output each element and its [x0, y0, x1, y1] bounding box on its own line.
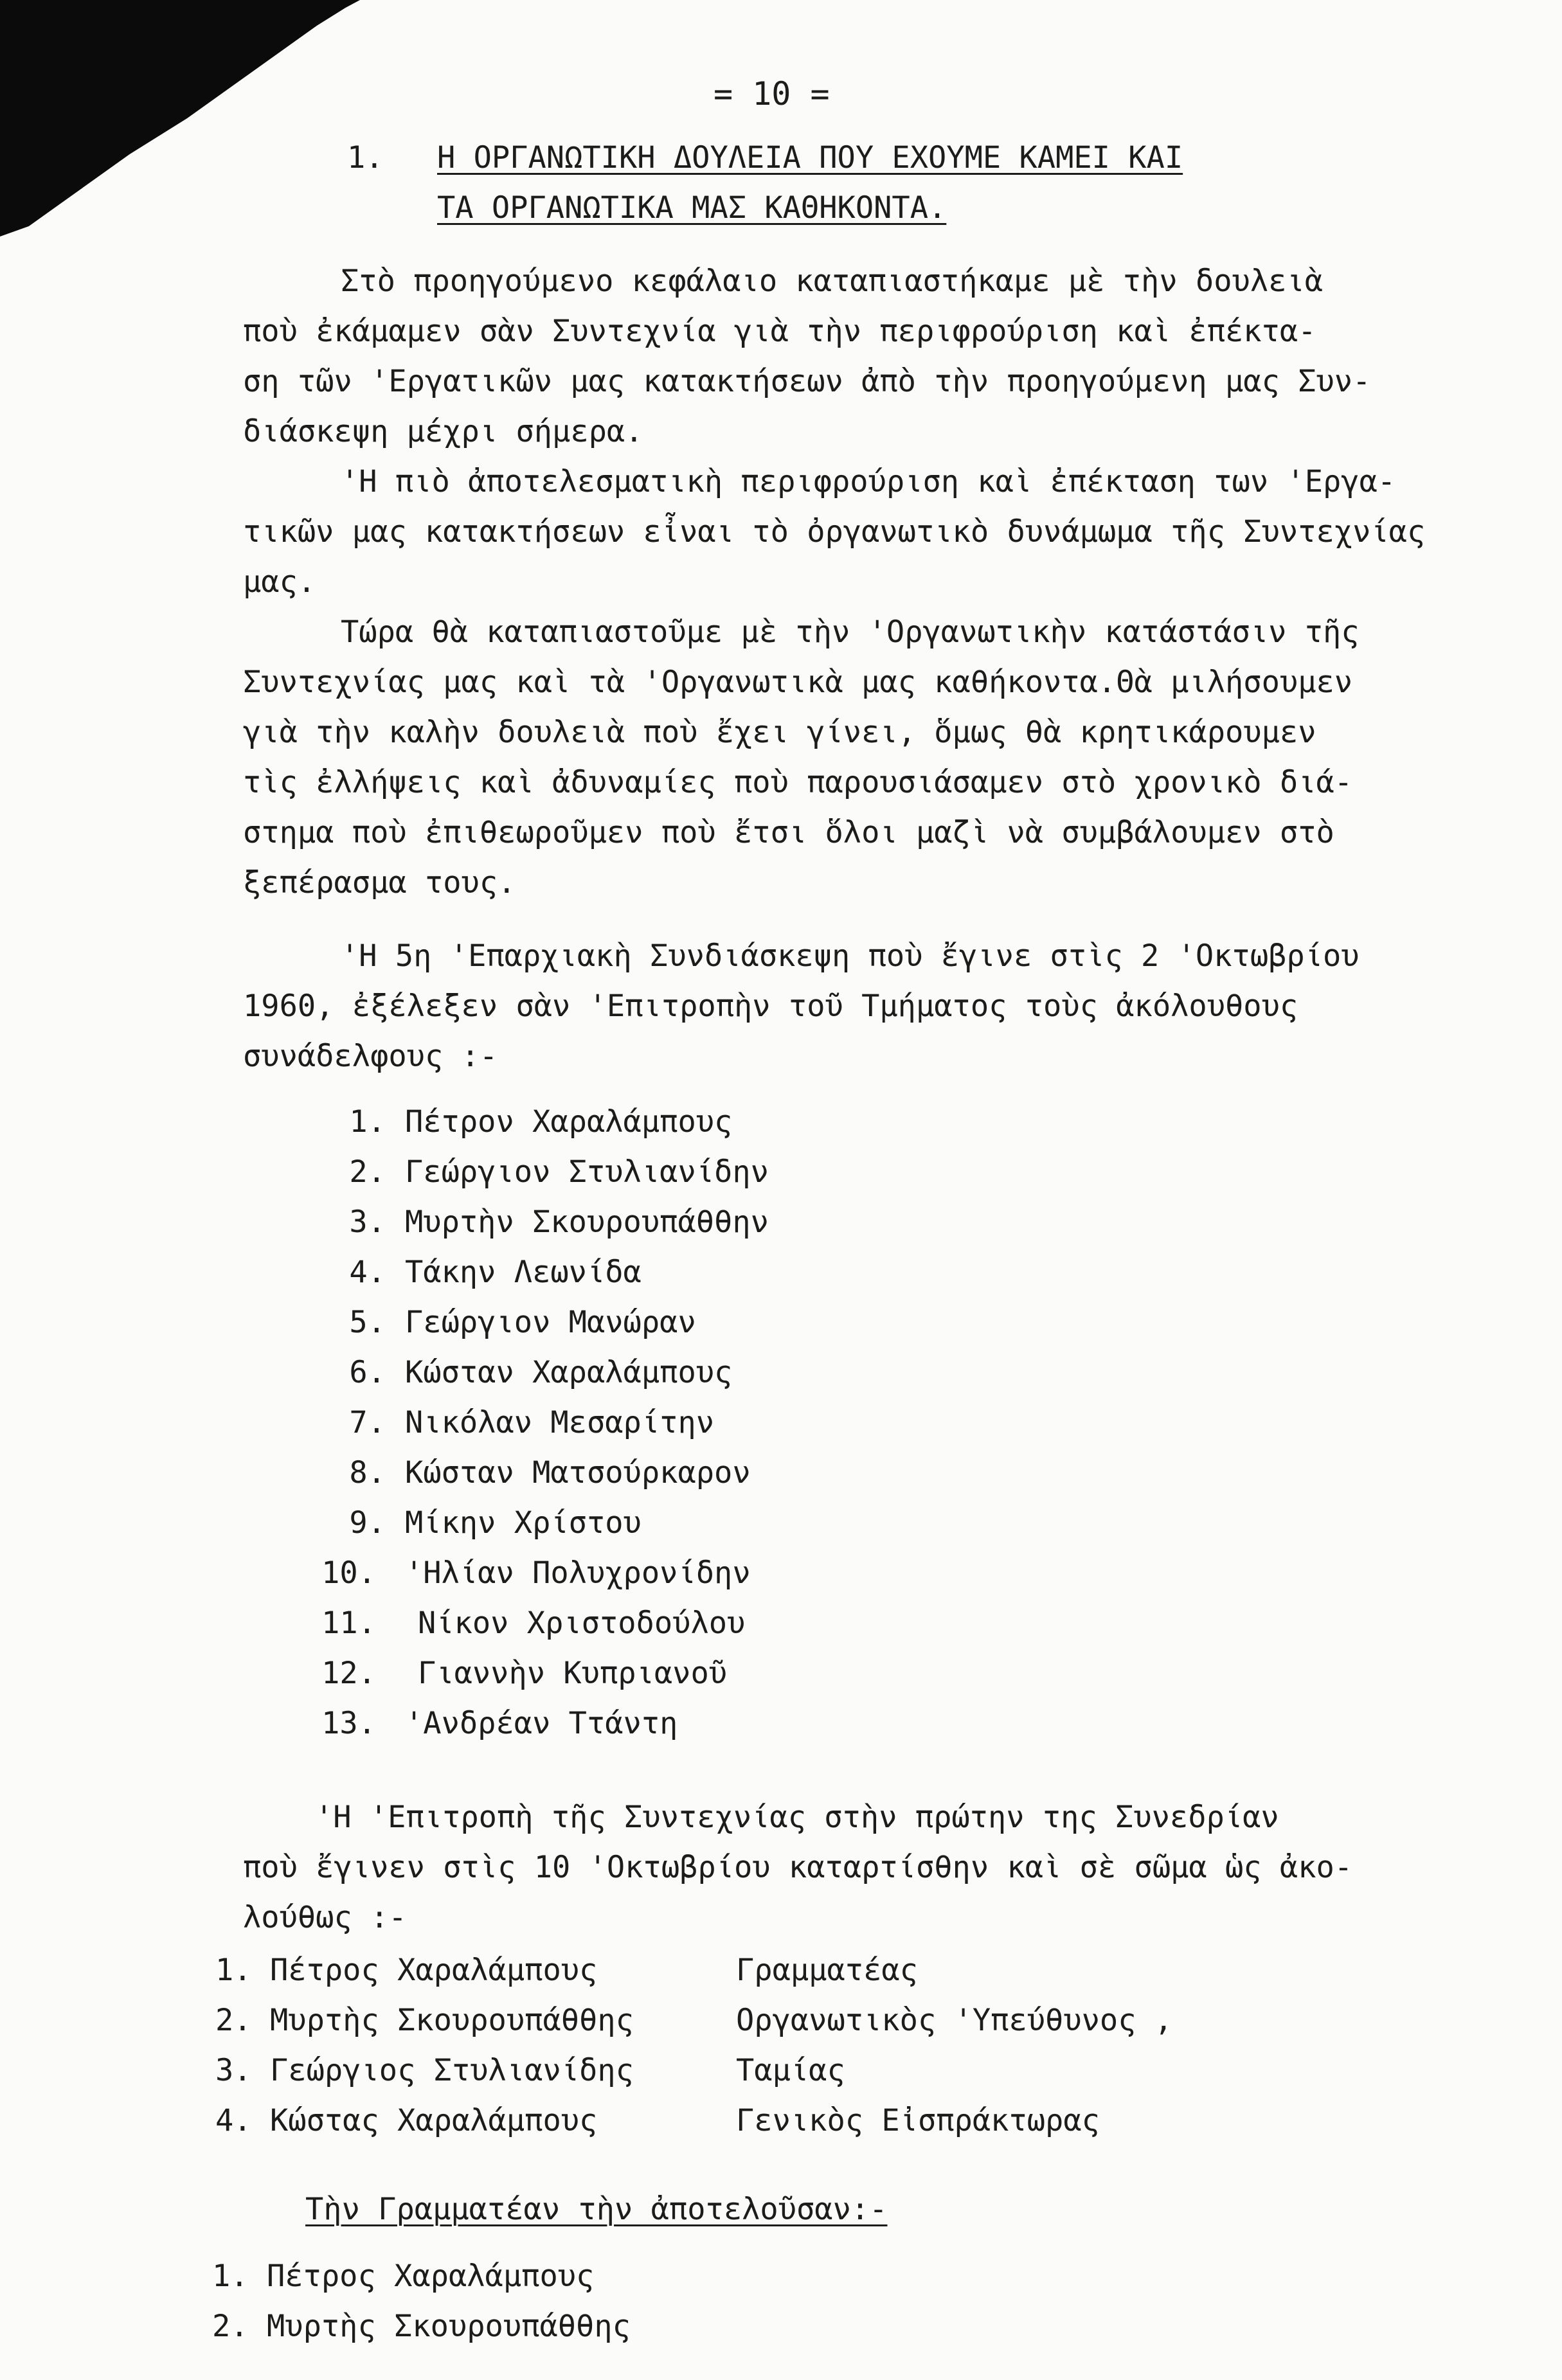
- item-number: 10.: [321, 1555, 376, 1591]
- member-name: Τάκην Λεωνίδα: [405, 1255, 642, 1290]
- officer-name: Γεώργιος Στυλιανίδης: [270, 2053, 634, 2088]
- scan-corner-shadow: [0, 0, 360, 257]
- paragraph-4-line: 1960, ἐξέλεξεν σὰν 'Επιτροπὴν τοῦ Τμήματος τοὺς ἀκόλουθους: [243, 989, 1298, 1024]
- officer-name: Πέτρος Χαραλάμπους: [270, 1953, 598, 1988]
- item-number: 1.: [349, 1104, 386, 1140]
- item-number: 2.: [215, 2003, 252, 2038]
- paragraph-3-line: Συντεχνίας μας καὶ τὰ 'Οργανωτικὰ μας καθήκοντα.Θὰ μιλήσουμεν: [243, 665, 1353, 700]
- item-number: 3.: [215, 2053, 252, 2088]
- item-number: 1.: [215, 1953, 252, 1988]
- item-number: 2.: [349, 1154, 386, 1190]
- paragraph-3-line: στημα ποὺ ἐπιθεωροῦμεν ποὺ ἔτσι ὅλοι μαζὶ νὰ συμβάλουμεν στὸ: [243, 815, 1334, 850]
- member-name: Γεώργιον Μανώραν: [405, 1305, 696, 1340]
- member-name: 'Ηλίαν Πολυχρονίδην: [405, 1555, 751, 1591]
- section-title-line-1: Η ΟΡΓΑΝΩΤΙΚΗ ΔΟΥΛΕΙΑ ΠΟΥ ΕΧΟΥΜΕ ΚΑΜΕΙ ΚΑΙ: [437, 140, 1183, 175]
- paragraph-5-line: λούθως :-: [243, 1900, 407, 1935]
- secretariat-member-name: Μυρτὴς Σκουρουπάθθης: [267, 2309, 631, 2344]
- item-number: 3.: [349, 1204, 386, 1240]
- item-number: 5.: [349, 1305, 386, 1340]
- paragraph-5-line: 'Η 'Επιτροπὴ τῆς Συντεχνίας στὴν πρώτην της Συνεδρίαν: [315, 1800, 1279, 1835]
- member-name: Γεώργιον Στυλιανίδην: [405, 1154, 769, 1190]
- item-number: 13.: [321, 1706, 376, 1741]
- member-name: Κώσταν Χαραλάμπους: [405, 1355, 733, 1390]
- officer-role: Ταμίας: [736, 2053, 845, 2088]
- paragraph-3-line: ξεπέρασμα τους.: [243, 865, 516, 900]
- member-name: Πέτρον Χαραλάμπους: [405, 1104, 733, 1140]
- paragraph-1-line: διάσκεψη μέχρι σήμερα.: [243, 414, 643, 449]
- officer-name: Μυρτὴς Σκουρουπάθθης: [270, 2003, 634, 2038]
- paragraph-1-line: ση τῶν 'Εργατικῶν μας κατακτήσεων ἀπὸ τὴν προηγούμενη μας Συν-: [243, 364, 1371, 399]
- paragraph-2-line: τικῶν μας κατακτήσεων εἶναι τὸ ὀργανωτικὸ δυνάμωμα τῆς Συντεχνίας: [243, 514, 1426, 550]
- paragraph-3-line: τὶς ἐλλήψεις καὶ ἀδυναμίες ποὺ παρουσιάσαμεν στὸ χρονικὸ διά-: [243, 765, 1353, 800]
- item-number: 7.: [349, 1405, 386, 1440]
- officer-role: Γενικὸς Εἰσπράκτωρας: [736, 2103, 1100, 2138]
- officer-role: Γραμματέας: [736, 1953, 918, 1988]
- item-number: 1.: [212, 2259, 249, 2294]
- secretariat-heading: Τὴν Γραμματέαν τὴν ἀποτελοῦσαν:-: [305, 2192, 888, 2227]
- item-number: 6.: [349, 1355, 386, 1390]
- secretariat-member-name: Πέτρος Χαραλάμπους: [267, 2259, 595, 2294]
- paragraph-4-line: συνάδελφους :-: [243, 1039, 498, 1074]
- paragraph-3-line: Τώρα θὰ καταπιαστοῦμε μὲ τὴν 'Οργανωτικὴν κατάστάσιν τῆς: [341, 614, 1360, 650]
- officer-name: Κώστας Χαραλάμπους: [270, 2103, 598, 2138]
- paragraph-4-line: 'Η 5η 'Επαρχιακὴ Συνδιάσκεψη ποὺ ἔγινε στὶς 2 'Οκτωβρίου: [341, 938, 1360, 974]
- paragraph-1-line: Στὸ προηγούμενο κεφάλαιο καταπιαστήκαμε μὲ τὴν δουλειὰ: [341, 264, 1324, 299]
- page-number: = 10 =: [714, 75, 830, 112]
- paragraph-3-line: γιὰ τὴν καλὴν δουλειὰ ποὺ ἔχει γίνει, ὅμως θὰ κρητικάρουμεν: [243, 715, 1316, 750]
- paragraph-2-line: 'Η πιὸ ἀποτελεσματικὴ περιφρούριση καὶ ἐπέκταση των 'Εργα-: [341, 464, 1396, 499]
- paragraph-5-line: ποὺ ἔγινεν στὶς 10 'Οκτωβρίου καταρτίσθην καὶ σὲ σῶμα ὡς ἀκο-: [243, 1850, 1353, 1885]
- item-number: 8.: [349, 1455, 386, 1490]
- member-name: Κώσταν Ματσούρκαρον: [405, 1455, 751, 1490]
- member-name: Μίκην Χρίστου: [405, 1505, 642, 1541]
- item-number: 2.: [212, 2309, 249, 2344]
- member-name: Μυρτὴν Σκουρουπάθθην: [405, 1204, 769, 1240]
- paragraph-2-line: μας.: [243, 564, 316, 600]
- item-number: 12.: [321, 1656, 376, 1691]
- paragraph-1-line: ποὺ ἐκάμαμεν σὰν Συντεχνία γιὰ τὴν περιφρούριση καὶ ἐπέκτα-: [243, 314, 1316, 349]
- officer-role: Οργανωτικὸς 'Υπεύθυνος ,: [736, 2003, 1173, 2038]
- item-number: 4.: [349, 1255, 386, 1290]
- member-name: Γιαννὴν Κυπριανοῦ: [418, 1656, 728, 1691]
- section-title-line-2: ΤΑ ΟΡΓΑΝΩΤΙΚΑ ΜΑΣ ΚΑΘΗΚΟΝΤΑ.: [437, 190, 947, 226]
- item-number: 4.: [215, 2103, 252, 2138]
- section-number: 1.: [347, 140, 384, 175]
- member-name: Νίκον Χριστοδούλου: [418, 1606, 746, 1641]
- member-name: Νικόλαν Μεσαρίτην: [405, 1405, 715, 1440]
- member-name: 'Ανδρέαν Ττάντη: [405, 1706, 678, 1741]
- item-number: 11.: [321, 1606, 376, 1641]
- item-number: 9.: [349, 1505, 386, 1541]
